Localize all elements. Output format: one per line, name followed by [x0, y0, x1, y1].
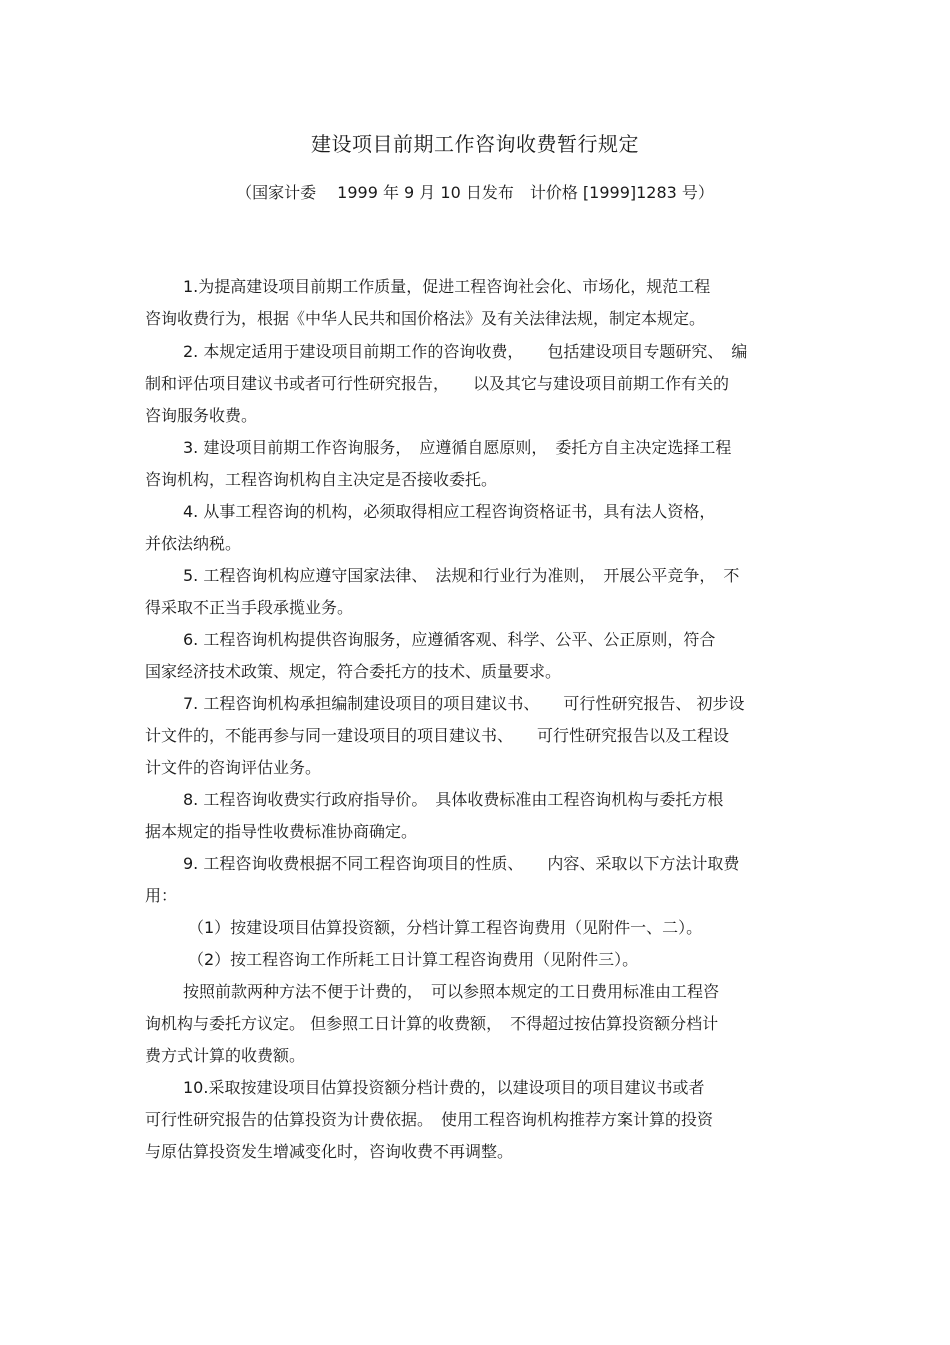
body-line: （2）按工程咨询工作所耗工日计算工程咨询费用（见附件三）。 — [188, 950, 639, 969]
body-line: 7. 工程咨询机构承担编制建设项目的项目建议书、 可行性研究报告、 初步设 — [183, 694, 745, 713]
body-line: 咨询服务收费。 — [145, 406, 258, 425]
body-line: 得采取不正当手段承揽业务。 — [145, 598, 354, 617]
body-line: 用： — [145, 886, 178, 905]
body-line: 咨询机构，工程咨询机构自主决定是否接收委托。 — [145, 470, 498, 489]
body-line: 4. 从事工程咨询的机构，必须取得相应工程咨询资格证书，具有法人资格， — [183, 502, 716, 521]
body-line: 10.采取按建设项目估算投资额分档计费的，以建设项目的项目建议书或者 — [183, 1078, 705, 1097]
document-title: 建设项目前期工作咨询收费暂行规定 — [311, 132, 639, 156]
body-line: 询机构与委托方议定。 但参照工日计算的收费额， 不得超过按估算投资额分档计 — [145, 1014, 719, 1033]
body-line: 制和评估项目建议书或者可行性研究报告， 以及其它与建设项目前期工作有关的 — [145, 374, 730, 393]
body-line: 计文件的，不能再参与同一建设项目的项目建议书、 可行性研究报告以及工程设 — [145, 726, 730, 745]
body-line: 与原估算投资发生增减变化时，咨询收费不再调整。 — [145, 1142, 514, 1161]
body-line: 可行性研究报告的估算投资为计费依据。 使用工程咨询机构推荐方案计算的投资 — [145, 1110, 714, 1129]
body-line: 计文件的咨询评估业务。 — [145, 758, 322, 777]
body-line: 咨询收费行为，根据《中华人民共和国价格法》及有关法律法规，制定本规定。 — [145, 309, 706, 328]
body-line: 费方式计算的收费额。 — [145, 1046, 306, 1065]
body-line: 据本规定的指导性收费标准协商确定。 — [145, 822, 418, 841]
body-line: 6. 工程咨询机构提供咨询服务，应遵循客观、科学、公平、公正原则，符合 — [183, 630, 716, 649]
body-line: 9. 工程咨询收费根据不同工程咨询项目的性质、 内容、采取以下方法计取费 — [183, 854, 740, 873]
body-line: 8. 工程咨询收费实行政府指导价。 具体收费标准由工程咨询机构与委托方根 — [183, 790, 724, 809]
document-subtitle: （国家计委 1999 年 9 月 10 日发布 计价格 [1999]1283 号） — [236, 183, 714, 202]
body-line: 5. 工程咨询机构应遵守国家法律、 法规和行业行为准则， 开展公平竞争， 不 — [183, 566, 740, 585]
body-line: 2. 本规定适用于建设项目前期工作的咨询收费， 包括建设项目专题研究、 编 — [183, 342, 748, 361]
body-line: 1.为提高建设项目前期工作质量，促进工程咨询社会化、市场化，规范工程 — [183, 277, 711, 296]
body-line: 并依法纳税。 — [145, 534, 242, 553]
body-line: （1）按建设项目估算投资额，分档计算工程咨询费用（见附件一、二）。 — [188, 918, 703, 937]
body-line: 国家经济技术政策、规定，符合委托方的技术、质量要求。 — [145, 662, 562, 681]
body-line: 按照前款两种方法不便于计费的， 可以参照本规定的工日费用标准由工程咨 — [183, 982, 720, 1001]
body-line: 3. 建设项目前期工作咨询服务， 应遵循自愿原则， 委托方自主决定选择工程 — [183, 438, 732, 457]
